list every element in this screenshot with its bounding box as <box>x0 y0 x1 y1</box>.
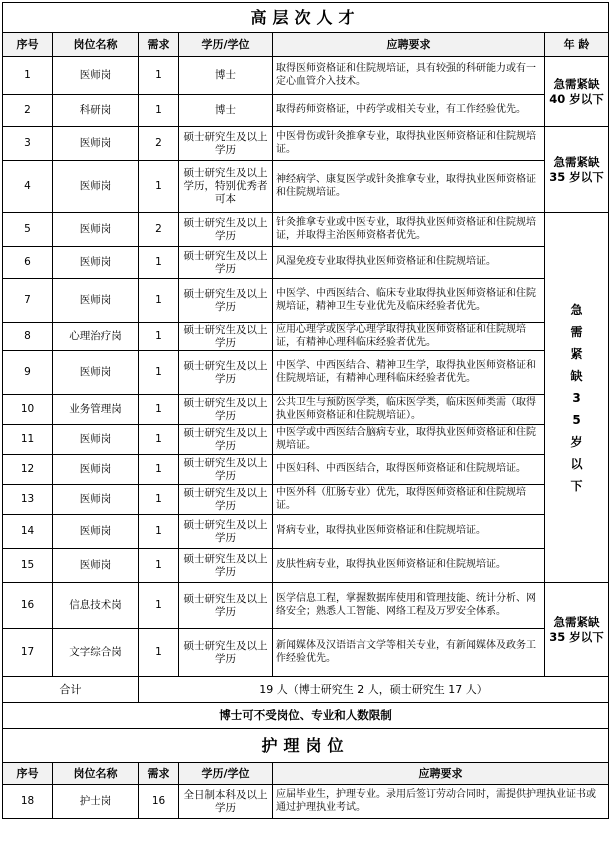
table-row <box>3 57 609 95</box>
table-row <box>3 323 609 351</box>
cell-post: 医师岗 <box>53 515 139 549</box>
cell-edu: 硕士研究生及以上学历 <box>179 127 273 161</box>
cell-req: 中医学、中西医结合、精神卫生学，取得执业医师资格证和住院规培证，有精神心理科临床经验者优先。 <box>273 351 545 395</box>
cell-edu: 硕士研究生及以上学历 <box>179 485 273 515</box>
cell-post: 科研岗 <box>53 95 139 127</box>
cell-no: 17 <box>3 629 53 677</box>
cell-demand: 1 <box>139 549 179 583</box>
cell-post: 信息技术岗 <box>53 583 139 629</box>
cell-demand: 1 <box>139 323 179 351</box>
table-row <box>3 161 609 213</box>
cell-edu: 硕士研究生及以上学历，特别优秀者可本 <box>179 161 273 213</box>
cell-no: 7 <box>3 279 53 323</box>
nursing-header-no: 序号 <box>3 763 53 785</box>
cell-req: 针灸推拿专业或中医专业，取得执业医师资格证和住院规培证，并取得主治医师资格者优先。 <box>273 213 545 247</box>
header-edu: 学历/学位 <box>179 33 273 57</box>
header-req: 应聘要求 <box>273 33 545 57</box>
table-row <box>3 629 609 677</box>
table-row <box>3 213 609 247</box>
cell-age-35: 急需紧缺 35 岁以下 <box>545 127 609 213</box>
table-row <box>3 127 609 161</box>
cell-post: 医师岗 <box>53 279 139 323</box>
nursing-header-edu: 学历/学位 <box>179 763 273 785</box>
cell-req: 应届毕业生，护理专业。录用后签订劳动合同时，需提供护理执业证书或通过护理执业考试。 <box>273 785 609 819</box>
age-vertical-text: 急需紧缺35岁以下 <box>570 302 583 493</box>
cell-demand: 1 <box>139 583 179 629</box>
cell-post: 文字综合岗 <box>53 629 139 677</box>
cell-edu: 硕士研究生及以上学历 <box>179 351 273 395</box>
cell-edu: 博士 <box>179 95 273 127</box>
cell-no: 16 <box>3 583 53 629</box>
cell-demand: 1 <box>139 425 179 455</box>
cell-edu: 博士 <box>179 57 273 95</box>
cell-req: 应用心理学或医学心理学取得执业医师资格证和住院规培证，有精神心理科临床经验者优先。 <box>273 323 545 351</box>
cell-no: 14 <box>3 515 53 549</box>
cell-post: 医师岗 <box>53 57 139 95</box>
cell-req: 中医骨伤或针灸推拿专业，取得执业医师资格证和住院规培证。 <box>273 127 545 161</box>
cell-req: 公共卫生与预防医学类，临床医学类，临床医师类需（取得执业医师资格证和住院规培证）。 <box>273 395 545 425</box>
table-row <box>3 515 609 549</box>
cell-post: 业务管理岗 <box>53 395 139 425</box>
cell-demand: 16 <box>139 785 179 819</box>
cell-demand: 1 <box>139 395 179 425</box>
talent-table <box>2 2 609 819</box>
table-row <box>3 95 609 127</box>
cell-no: 13 <box>3 485 53 515</box>
cell-post: 医师岗 <box>53 549 139 583</box>
section2-title: 护理岗位 <box>3 729 609 763</box>
header-row <box>3 33 609 57</box>
table-row <box>3 395 609 425</box>
cell-no: 11 <box>3 425 53 455</box>
nursing-header-demand: 需求 <box>139 763 179 785</box>
cell-demand: 1 <box>139 161 179 213</box>
cell-no: 3 <box>3 127 53 161</box>
section2-title-row <box>3 729 609 763</box>
cell-no: 2 <box>3 95 53 127</box>
cell-demand: 1 <box>139 629 179 677</box>
note-text: 博士可不受岗位、专业和人数限制 <box>3 703 609 729</box>
cell-age-40: 急需紧缺 40 岁以下 <box>545 57 609 127</box>
cell-edu: 硕士研究生及以上学历 <box>179 323 273 351</box>
cell-no: 4 <box>3 161 53 213</box>
cell-no: 12 <box>3 455 53 485</box>
table-row <box>3 583 609 629</box>
cell-req: 中医学或中西医结合脑病专业，取得执业医师资格证和住院规培证。 <box>273 425 545 455</box>
cell-edu: 硕士研究生及以上学历 <box>179 549 273 583</box>
cell-no: 6 <box>3 247 53 279</box>
cell-no: 1 <box>3 57 53 95</box>
table-row <box>3 351 609 395</box>
cell-req: 肾病专业，取得执业医师资格证和住院规培证。 <box>273 515 545 549</box>
cell-req: 中医外科（肛肠专业）优先，取得医师资格证和住院规培证。 <box>273 485 545 515</box>
nursing-header-req: 应聘要求 <box>273 763 609 785</box>
cell-edu: 硕士研究生及以上学历 <box>179 395 273 425</box>
cell-demand: 2 <box>139 127 179 161</box>
cell-req: 医学信息工程，掌握数据库使用和管理技能、统计分析、网络安全；熟悉人工智能、网络工程及万罗安全体系。 <box>273 583 545 629</box>
cell-demand: 1 <box>139 485 179 515</box>
cell-req: 新闻媒体及汉语语言文学等相关专业，有新闻媒体及政务工作经验优先。 <box>273 629 545 677</box>
table-row <box>3 425 609 455</box>
nursing-row <box>3 785 609 819</box>
cell-age-35-bottom: 急需紧缺 35 岁以下 <box>545 583 609 677</box>
cell-req: 取得医师资格证和住院规培证，具有较强的科研能力或有一定心血管介入技术。 <box>273 57 545 95</box>
cell-edu: 硕士研究生及以上学历 <box>179 213 273 247</box>
cell-no: 5 <box>3 213 53 247</box>
section-title: 高层次人才 <box>3 3 609 33</box>
table-row <box>3 485 609 515</box>
header-demand: 需求 <box>139 33 179 57</box>
cell-req: 神经病学、康复医学或针灸推拿专业，取得执业医师资格证和住院规培证。 <box>273 161 545 213</box>
total-row <box>3 677 609 703</box>
header-no: 序号 <box>3 33 53 57</box>
cell-post: 医师岗 <box>53 247 139 279</box>
cell-req: 中医妇科、中西医结合，取得医师资格证和住院规培证。 <box>273 455 545 485</box>
cell-edu: 硕士研究生及以上学历 <box>179 279 273 323</box>
cell-post: 医师岗 <box>53 485 139 515</box>
header-post: 岗位名称 <box>53 33 139 57</box>
cell-no: 18 <box>3 785 53 819</box>
cell-demand: 1 <box>139 247 179 279</box>
cell-post: 护士岗 <box>53 785 139 819</box>
cell-demand: 1 <box>139 279 179 323</box>
cell-edu: 全日制本科及以上学历 <box>179 785 273 819</box>
cell-post: 医师岗 <box>53 455 139 485</box>
cell-req: 风湿免疫专业取得执业医师资格证和住院规培证。 <box>273 247 545 279</box>
table-row <box>3 247 609 279</box>
cell-demand: 1 <box>139 95 179 127</box>
cell-no: 8 <box>3 323 53 351</box>
cell-demand: 1 <box>139 455 179 485</box>
cell-edu: 硕士研究生及以上学历 <box>179 583 273 629</box>
section-title-row <box>3 3 609 33</box>
header-age: 年 龄 <box>545 33 609 57</box>
cell-no: 15 <box>3 549 53 583</box>
cell-post: 医师岗 <box>53 425 139 455</box>
cell-edu: 硕士研究生及以上学历 <box>179 515 273 549</box>
total-value: 19 人（博士研究生 2 人，硕士研究生 17 人） <box>139 677 609 703</box>
cell-req: 皮肤性病专业，取得执业医师资格证和住院规培证。 <box>273 549 545 583</box>
cell-no: 10 <box>3 395 53 425</box>
cell-edu: 硕士研究生及以上学历 <box>179 455 273 485</box>
cell-edu: 硕士研究生及以上学历 <box>179 629 273 677</box>
table-row <box>3 279 609 323</box>
cell-post: 医师岗 <box>53 213 139 247</box>
cell-demand: 1 <box>139 57 179 95</box>
cell-no: 9 <box>3 351 53 395</box>
cell-post: 心理治疗岗 <box>53 323 139 351</box>
cell-demand: 1 <box>139 515 179 549</box>
cell-demand: 1 <box>139 351 179 395</box>
cell-demand: 2 <box>139 213 179 247</box>
cell-req: 取得药师资格证，中药学或相关专业，有工作经验优先。 <box>273 95 545 127</box>
cell-post: 医师岗 <box>53 351 139 395</box>
table-row <box>3 455 609 485</box>
cell-edu: 硕士研究生及以上学历 <box>179 425 273 455</box>
cell-req: 中医学、中西医结合、临床专业取得执业医师资格证和住院规培证，精神卫生专业优先及临床经验者优先。 <box>273 279 545 323</box>
cell-post: 医师岗 <box>53 161 139 213</box>
nursing-header-post: 岗位名称 <box>53 763 139 785</box>
note-row <box>3 703 609 729</box>
total-label: 合计 <box>3 677 139 703</box>
cell-post: 医师岗 <box>53 127 139 161</box>
nursing-header-row <box>3 763 609 785</box>
cell-edu: 硕士研究生及以上学历 <box>179 247 273 279</box>
table-row <box>3 549 609 583</box>
cell-age-35-vertical <box>545 213 609 583</box>
